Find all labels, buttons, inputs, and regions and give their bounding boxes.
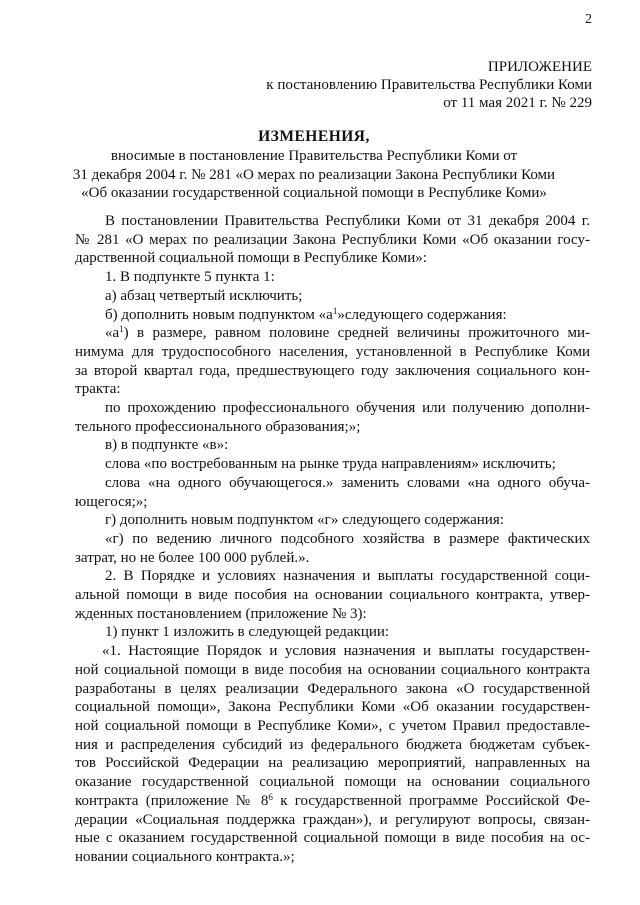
superscript: 6 [268,791,273,802]
page-number: 2 [585,12,592,27]
text-fragment: ) в размере, равном половине средней величины прожиточного ми- [123,325,590,342]
superscript: 1 [119,324,124,335]
text-fragment: контракта (приложение № 8 [75,792,269,809]
text-line: № 281 «О мерах по реализации Закона Республики Коми «Об оказании госу- [75,231,590,248]
document-body [75,212,590,867]
text-line: г) дополнить новым подпунктом «г» следующего содержания: [105,512,504,529]
text-line: новании социального контракта.»; [75,848,295,865]
document-title: ИЗМЕНЕНИЯ, [258,128,370,145]
text-line [75,306,590,325]
text-line: за второй квартал года, предшествующего году заключения социального кон- [75,362,590,379]
annex-date: от 11 мая 2021 г. № 229 [443,95,592,111]
text-fragment: б) дополнить новым подпунктом «а [105,306,333,323]
text-line: слова «на одного обучающегося.» заменить словами «на одного обуча- [105,474,590,491]
document-subtitle [40,147,588,203]
text-line: 1. В подпункте 5 пункта 1: [105,269,275,286]
text-line: а) абзац четвертый исключить; [105,287,303,304]
text-line: тов Российской Федерации на реализацию мероприятий, направленных на [75,755,590,772]
text-line: тельного профессионального образования;»; [75,418,361,435]
subtitle-line: вносимые в постановление Правительства Республики Коми от [110,148,518,164]
text-line: разработаны в целях реализации Федерального закона «О государственной [75,680,590,697]
text-line: «г) по ведению личного подсобного хозяйства в размере фактических [105,530,590,547]
text-line: ния и распределения субсидий из федерального бюджета бюджетам субъек- [75,736,590,753]
text-fragment: »следующего содержания: [337,306,507,323]
text-fragment: «а [105,325,120,342]
annex-header [266,58,592,112]
text-line: 2. В Порядке и условиях назначения и выплаты государственной соци- [105,568,590,585]
text-line [75,792,590,811]
subtitle-line: 31 декабря 2004 г. № 281 «О мерах по реализации Закона Республики Коми [72,166,556,183]
superscript: 1 [332,305,338,316]
text-line: социальной помощи», Закона Республики Коми «Об оказании государствен- [75,699,590,716]
text-line: затрат, но не более 100 000 рублей.». [75,549,310,566]
text-line: жденных постановлением (приложение № 3): [75,605,367,622]
text-line: 1) пункт 1 изложить в следующей редакции: [105,624,390,641]
text-line: дарственной социальной помощи в Республике Коми»: [75,250,427,267]
subtitle-line: «Об оказании государственной социальной помощи в Республике Коми» [81,185,547,201]
text-line: тракта: [75,381,121,398]
text-line: альной помощи в виде пособия на основании социального контракта, утвер- [75,587,590,604]
text-fragment: к государственной программе Российской Фе- [272,792,590,809]
text-line: слова «по востребованным на рынке труда направлениям» исключить; [105,456,556,473]
text-line: нимума для трудоспособного населения, установленной в Республике Коми [75,343,590,360]
annex-resolution-ref: к постановлению Правительства Республики Коми [266,77,592,93]
text-line: ной социальной помощи в виде пособия на основании социального контракта [75,661,590,678]
text-line [75,324,590,343]
text-line: оказание государственной социальной помощи на основании социального [75,774,590,791]
text-line: ющегося;»; [75,493,148,510]
text-line: дерации «Социальная поддержка граждан»), и регулируют вопросы, связан- [75,811,590,828]
text-line: «1. Настоящие Порядок и условия назначения и выплаты государствен- [102,643,590,660]
text-line: в) в подпункте «в»: [105,437,229,454]
annex-label: ПРИЛОЖЕНИЕ [487,59,592,75]
text-line: по прохождению профессионального обучения или получению дополни- [105,400,590,417]
text-line: ной социальной помощи в Республике Коми», с учетом Правил предоставле- [75,717,590,734]
text-line: В постановлении Правительства Республики Коми от 31 декабря 2004 г. [105,213,590,229]
text-line: ные с оказанием государственной социальной помощи в виде пособия на ос- [75,830,590,847]
